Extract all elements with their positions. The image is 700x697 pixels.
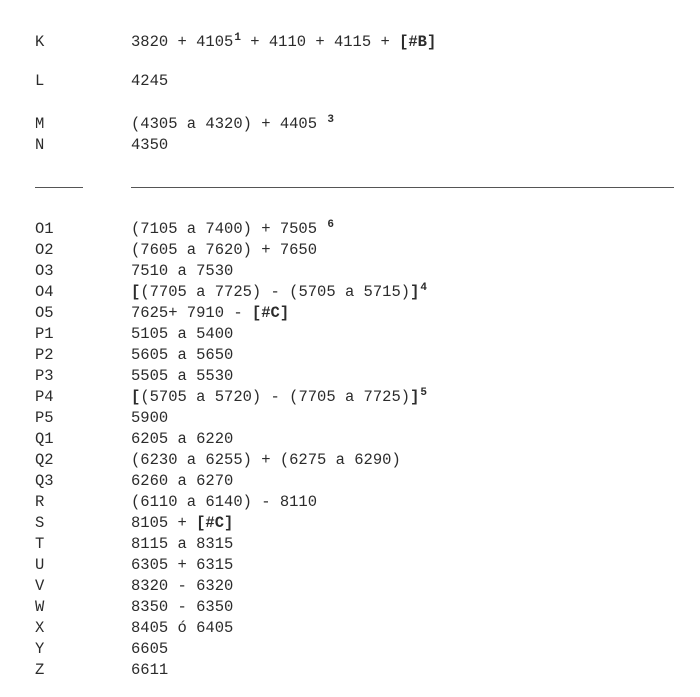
row-code: V [35, 577, 45, 595]
row-code: P5 [35, 409, 54, 427]
row-formula [131, 304, 289, 322]
formula-segment: 8405 ó 6405 [131, 619, 234, 637]
formula-bold-segment: [ [131, 283, 141, 301]
row-code: T [35, 535, 45, 553]
footnote-marker: 4 [420, 282, 427, 294]
row-formula [131, 388, 427, 406]
formula-bold-segment: [#C] [196, 514, 234, 532]
formula-segment: 6305 + 6315 [131, 556, 234, 574]
formula-segment: 7625+ 7910 - [131, 304, 252, 322]
separator-rule-long [131, 187, 674, 188]
formula-segment: 4350 [131, 136, 169, 154]
row-formula [131, 33, 436, 51]
formula-bold-segment: [#C] [251, 304, 290, 322]
row-code: R [35, 493, 45, 511]
formula-segment: 3820 + 4105 [131, 33, 234, 51]
formula-segment: 5505 a 5530 [131, 367, 234, 385]
row-code: P4 [35, 388, 54, 406]
row-formula [131, 136, 168, 154]
formula-segment: + 4110 + 4115 + [240, 33, 400, 51]
formula-segment: (6110 a 6140) - 8110 [131, 493, 318, 511]
formula-segment: 5105 a 5400 [131, 325, 234, 343]
formula-segment: (7105 a 7400) + 7505 [131, 220, 327, 238]
formula-segment: 4245 [131, 72, 169, 90]
formula-bold-segment: ] [410, 283, 420, 301]
row-code: O3 [35, 262, 54, 280]
row-formula [131, 346, 233, 364]
row-code: O5 [35, 304, 54, 322]
row-formula [131, 241, 317, 259]
row-formula [131, 577, 233, 595]
row-formula [131, 262, 233, 280]
formula-segment: 8350 - 6350 [131, 598, 234, 616]
separator-rule-short [35, 187, 83, 188]
formula-segment: 8105 + [131, 514, 197, 532]
formula-segment: 5900 [131, 409, 169, 427]
row-formula [131, 283, 427, 301]
row-formula [131, 367, 233, 385]
formula-segment: (7705 a 7725) - (5705 a 5715) [140, 283, 411, 301]
row-formula [131, 493, 317, 511]
row-formula [131, 619, 233, 637]
row-code: O1 [35, 220, 54, 238]
row-code: Q3 [35, 472, 54, 490]
row-code: P3 [35, 367, 54, 385]
row-code: Q2 [35, 451, 54, 469]
row-code: Z [35, 661, 45, 679]
footnote-marker: 3 [327, 114, 334, 126]
row-code: K [35, 33, 45, 51]
row-code: U [35, 556, 45, 574]
formula-segment: 8115 a 8315 [131, 535, 234, 553]
row-formula [131, 115, 334, 133]
row-formula [131, 451, 401, 469]
row-formula [131, 640, 168, 658]
row-code: P2 [35, 346, 54, 364]
row-formula [131, 514, 233, 532]
row-code: L [35, 72, 45, 90]
row-code: Y [35, 640, 45, 658]
footnote-marker: 1 [234, 32, 241, 44]
footnote-marker: 5 [420, 387, 427, 399]
row-code: N [35, 136, 45, 154]
formula-bold-segment: [#B] [399, 33, 437, 51]
formula-segment: 6260 a 6270 [131, 472, 234, 490]
formula-segment: 6605 [131, 640, 169, 658]
row-formula [131, 325, 233, 343]
formula-segment: 7510 a 7530 [131, 262, 234, 280]
row-code: Q1 [35, 430, 54, 448]
row-formula [131, 409, 168, 427]
formula-segment: 5605 a 5650 [131, 346, 234, 364]
row-formula [131, 556, 233, 574]
formula-segment: (7605 a 7620) + 7650 [131, 241, 318, 259]
formula-bold-segment: ] [410, 388, 420, 406]
formula-segment: 6611 [131, 661, 169, 679]
formula-bold-segment: [ [131, 388, 141, 406]
row-code: W [35, 598, 45, 616]
row-formula [131, 661, 168, 679]
row-code: O4 [35, 283, 54, 301]
footnote-marker: 6 [327, 219, 334, 231]
row-formula [131, 598, 233, 616]
row-code: S [35, 514, 45, 532]
row-formula [131, 535, 233, 553]
formula-segment: 8320 - 6320 [131, 577, 234, 595]
row-formula [131, 72, 168, 90]
formula-segment: (6230 a 6255) + (6275 a 6290) [131, 451, 401, 469]
row-formula [131, 472, 233, 490]
row-formula [131, 430, 233, 448]
formula-segment: (5705 a 5720) - (7705 a 7725) [140, 388, 411, 406]
row-code: O2 [35, 241, 54, 259]
row-formula [131, 220, 334, 238]
row-code: P1 [35, 325, 54, 343]
formula-segment: (4305 a 4320) + 4405 [131, 115, 327, 133]
row-code: X [35, 619, 45, 637]
row-code: M [35, 115, 45, 133]
formula-segment: 6205 a 6220 [131, 430, 234, 448]
